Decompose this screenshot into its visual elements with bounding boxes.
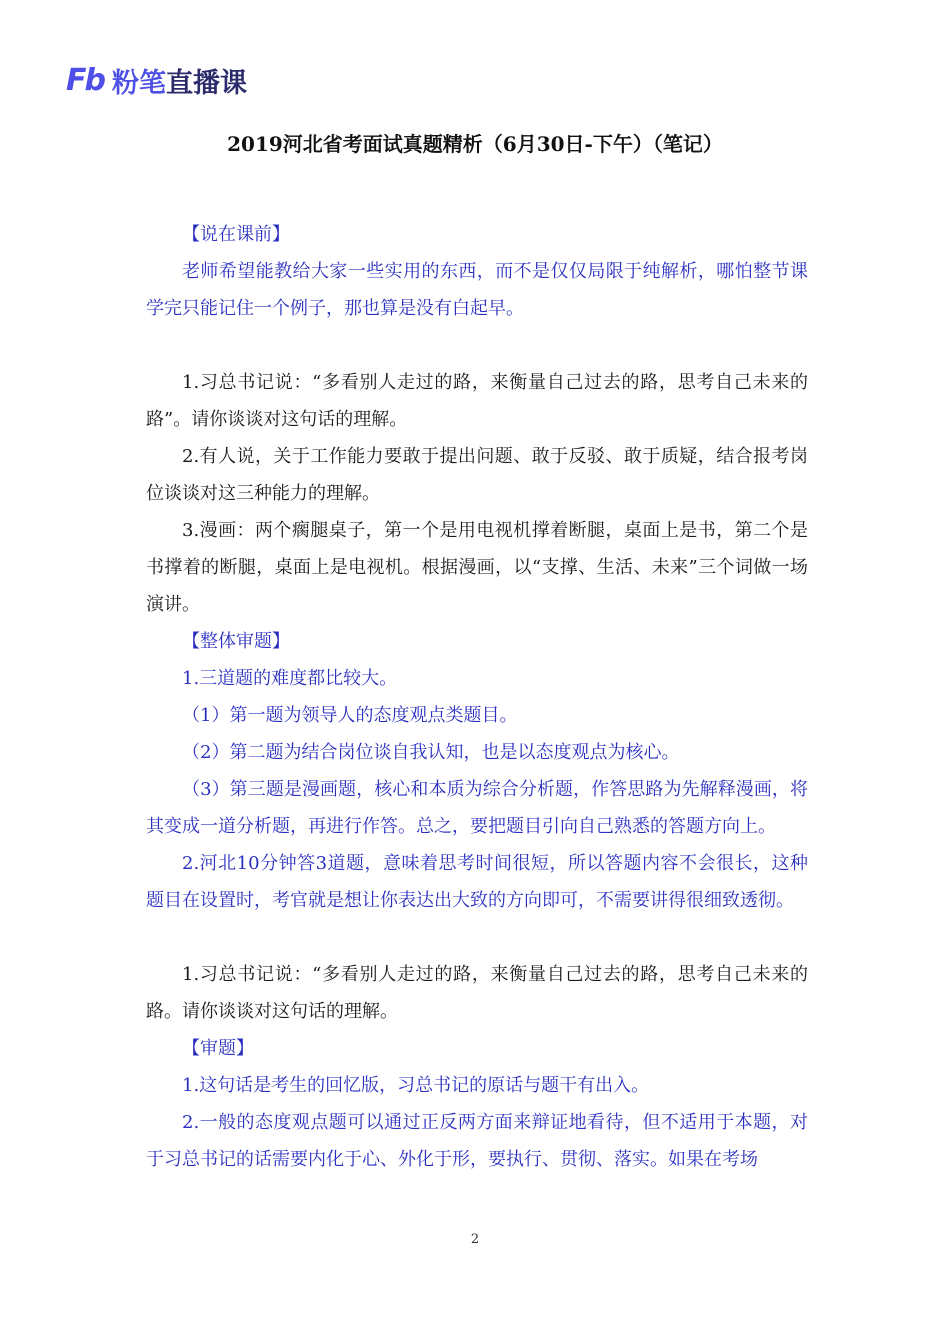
question-3: 3.漫画：两个瘸腿桌子，第一个是用电视机撑着断腿，桌面上是书，第二个是书撑着的断腿，桌面上是电视机。根据漫画，以“支撑、生活、未来”三个词做一场演讲。 <box>146 520 808 615</box>
logo-mark: Fb <box>66 62 104 98</box>
fenbi-logo <box>66 60 247 100</box>
overall-point-1b: （2）第二题为结合岗位谈自我认知，也是以态度观点为核心。 <box>182 742 680 763</box>
logo-text-brand: 粉笔 <box>111 67 166 99</box>
overall-heading: 【整体审题】 <box>182 631 290 652</box>
document-body <box>146 216 808 1178</box>
document-title: 2019河北省考面试真题精析（6月30日-下午）（笔记） <box>227 132 723 156</box>
overall-point-1: 1.三道题的难度都比较大。 <box>182 668 398 689</box>
page-number: 2 <box>470 1232 480 1247</box>
review-point-1: 1.这句话是考生的回忆版，习总书记的原话与题干有出入。 <box>182 1075 650 1096</box>
spacer <box>146 919 808 956</box>
overall-point-1a: （1）第一题为领导人的态度观点类题目。 <box>182 705 518 726</box>
question-1-repeat: 1.习总书记说：“多看别人走过的路，来衡量自己过去的路，思考自己未来的路。请你谈谈对这句话的理解。 <box>146 964 808 1022</box>
spacer <box>146 327 808 364</box>
overall-point-1c: （3）第三题是漫画题，核心和本质为综合分析题，作答思路为先解释漫画，将其变成一道分析题，再进行作答。总之，要把题目引向自己熟悉的答题方向上。 <box>146 779 808 837</box>
overall-point-2: 2.河北10分钟答3道题，意味着思考时间很短，所以答题内容不会很长，这种题目在设置时，考官就是想让你表达出大致的方向即可，不需要讲得很细致透彻。 <box>146 853 808 911</box>
question-1: 1.习总书记说：“多看别人走过的路，来衡量自己过去的路，思考自己未来的路”。请你谈谈对这句话的理解。 <box>146 372 808 430</box>
review-heading: 【审题】 <box>182 1038 254 1059</box>
intro-heading: 【说在课前】 <box>182 224 290 245</box>
intro-text: 老师希望能教给大家一些实用的东西，而不是仅仅局限于纯解析，哪怕整节课学完只能记住一个例子，那也算是没有白起早。 <box>146 261 808 319</box>
logo-text <box>112 61 247 100</box>
logo-text-product: 直播课 <box>165 67 247 99</box>
question-2: 2.有人说，关于工作能力要敢于提出问题、敢于反驳、敢于质疑，结合报考岗位谈谈对这三种能力的理解。 <box>146 446 808 504</box>
review-point-2: 2.一般的态度观点题可以通过正反两方面来辩证地看待，但不适用于本题，对于习总书记的话需要内化于心、外化于形，要执行、贯彻、落实。如果在考场 <box>146 1112 808 1170</box>
